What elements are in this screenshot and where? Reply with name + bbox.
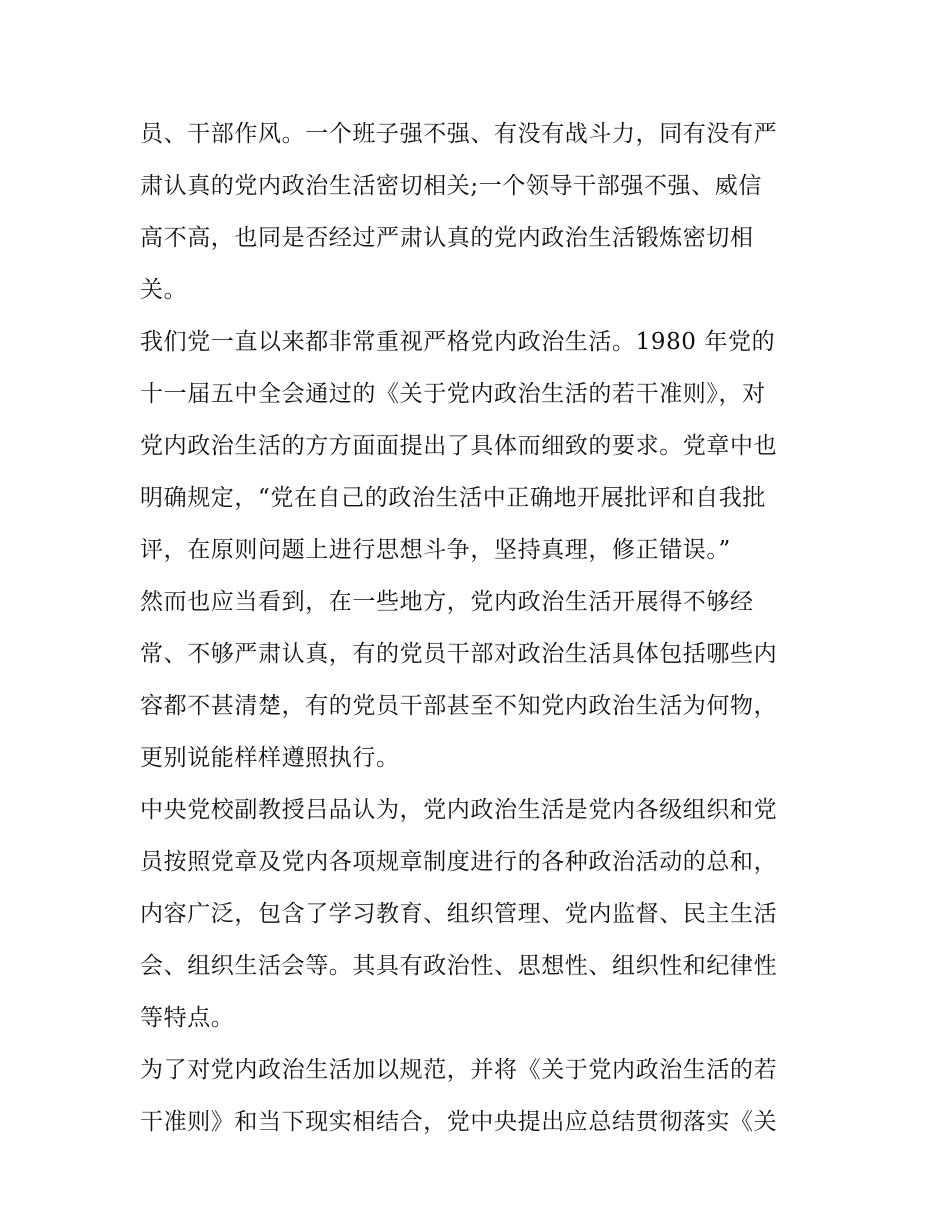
text-line: 十一届五中全会通过的《关于党内政治生活的若干准则》，对 bbox=[140, 381, 766, 407]
text-line: 肃认真的党内政治生活密切相关;一个领导干部强不强、威信 bbox=[140, 173, 762, 199]
text-line: 员、干部作风。一个班子强不强、有没有战斗力，同有没有严 bbox=[140, 121, 778, 147]
text-line: 中央党校副教授吕品认为，党内政治生活是党内各级组织和党 bbox=[140, 797, 778, 823]
text-line: 高不高，也同是否经过严肃认真的党内政治生活锻炼密切相 bbox=[140, 225, 754, 251]
text-line: 党内政治生活的方方面面提出了具体而细致的要求。党章中也 bbox=[140, 433, 778, 459]
paragraph-5 bbox=[140, 1044, 820, 1148]
text-line: 为了对党内政治生活加以规范，并将《关于党内政治生活的若 bbox=[140, 1057, 778, 1083]
paragraph-2 bbox=[140, 316, 820, 576]
text-line: 常、不够严肃认真，有的党员干部对政治生活具体包括哪些内 bbox=[140, 641, 778, 667]
text-line: 关。 bbox=[140, 277, 188, 303]
text-line: 员按照党章及党内各项规章制度进行的各种政治活动的总和， bbox=[140, 849, 778, 875]
text-line: 然而也应当看到，在一些地方，党内政治生活开展得不够经 bbox=[140, 589, 754, 615]
text-line: 更别说能样样遵照执行。 bbox=[140, 745, 400, 771]
text-line: 容都不甚清楚，有的党员干部甚至不知党内政治生活为何物， bbox=[140, 693, 778, 719]
text-line: 会、组织生活会等。其具有政治性、思想性、组织性和纪律性 bbox=[140, 953, 778, 979]
text-line: 等特点。 bbox=[140, 1005, 235, 1031]
text-line: 明确规定，“党在自己的政治生活中正确地开展批评和自我批 bbox=[140, 485, 766, 511]
text-line: 我们党一直以来都非常重视严格党内政治生活。1980 年党的 bbox=[140, 329, 776, 355]
text-line: 干准则》和当下现实相结合，党中央提出应总结贯彻落实《关 bbox=[140, 1109, 778, 1135]
paragraph-1 bbox=[140, 108, 820, 316]
text-line: 评，在原则问题上进行思想斗争，坚持真理，修正错误。” bbox=[140, 537, 731, 563]
text-line: 内容广泛，包含了学习教育、组织管理、党内监督、民主生活 bbox=[140, 901, 778, 927]
document-body bbox=[140, 108, 820, 1148]
paragraph-3 bbox=[140, 576, 820, 784]
paragraph-4 bbox=[140, 784, 820, 1044]
